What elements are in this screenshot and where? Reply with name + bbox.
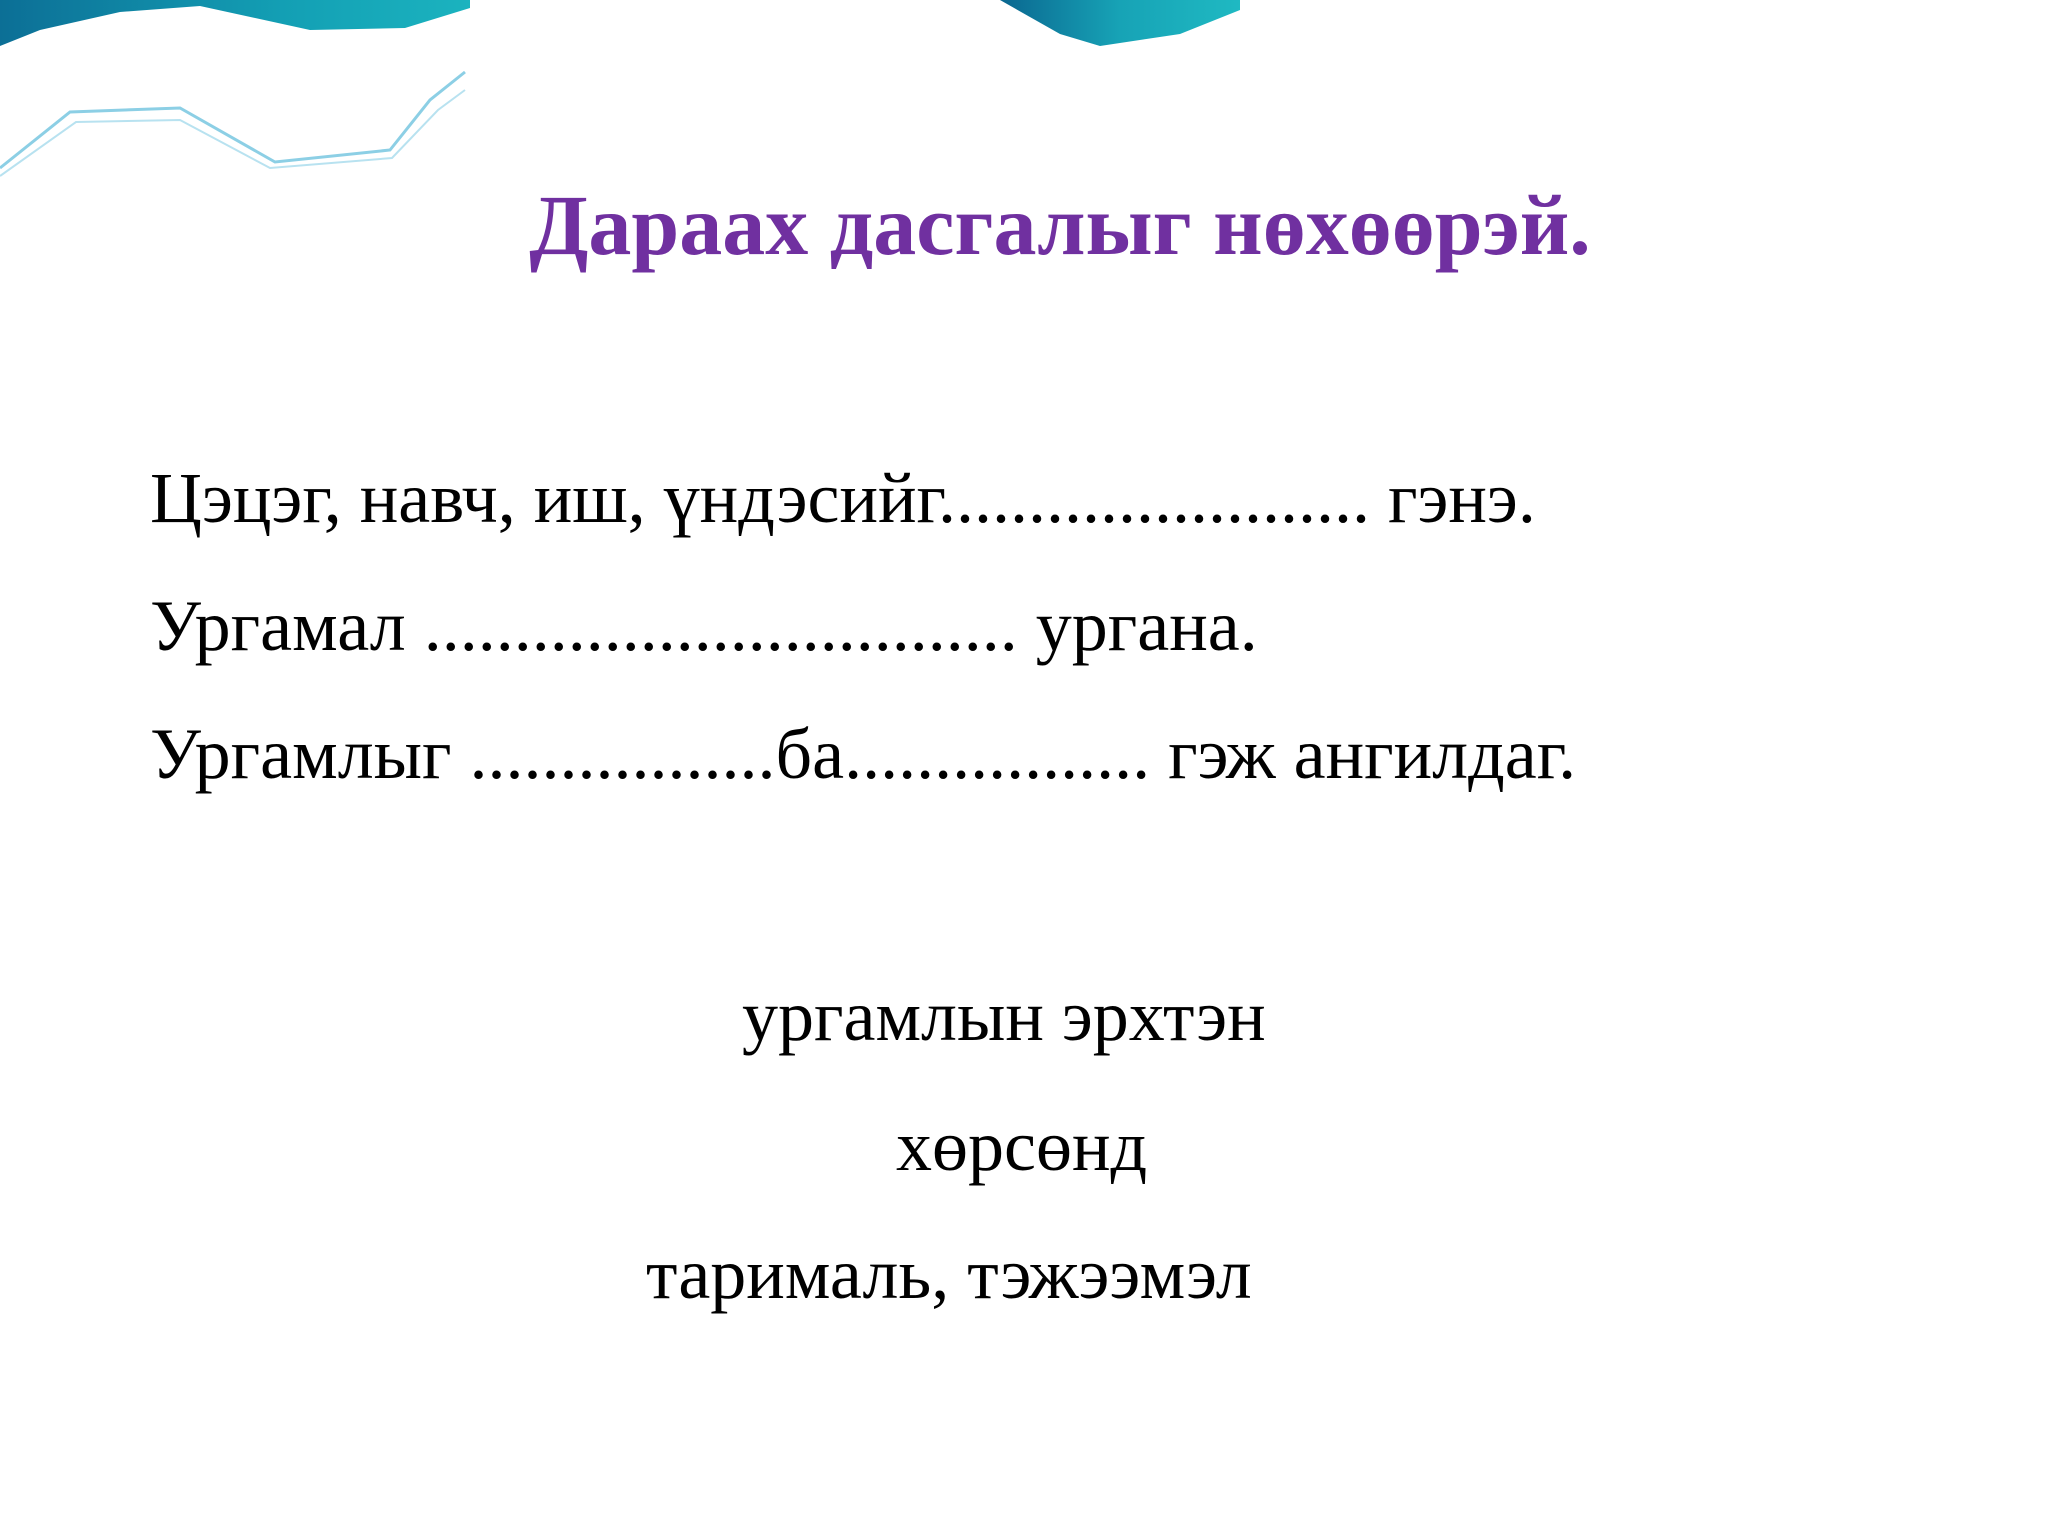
word-bank-item-2: хөрсөнд bbox=[896, 1106, 1148, 1186]
slide-title: Дараах дасгалыг нөхөөрэй. bbox=[529, 177, 1591, 273]
word-bank-item-1: ургамлын эрхтэн bbox=[742, 976, 1266, 1056]
word-bank-item-3: тарималь, тэжээмэл bbox=[646, 1234, 1252, 1314]
exercise-sentence-3: Ургамлыг .................ба................. гэж ангилдаг. bbox=[150, 714, 1577, 794]
exercise-sentence-2: Ургамал ................................. ургана. bbox=[150, 586, 1258, 666]
decorative-waves-graphic bbox=[0, 0, 1260, 200]
exercise-sentence-1: Цэцэг, навч, иш, үндэсийг........................ гэнэ. bbox=[150, 458, 1536, 538]
